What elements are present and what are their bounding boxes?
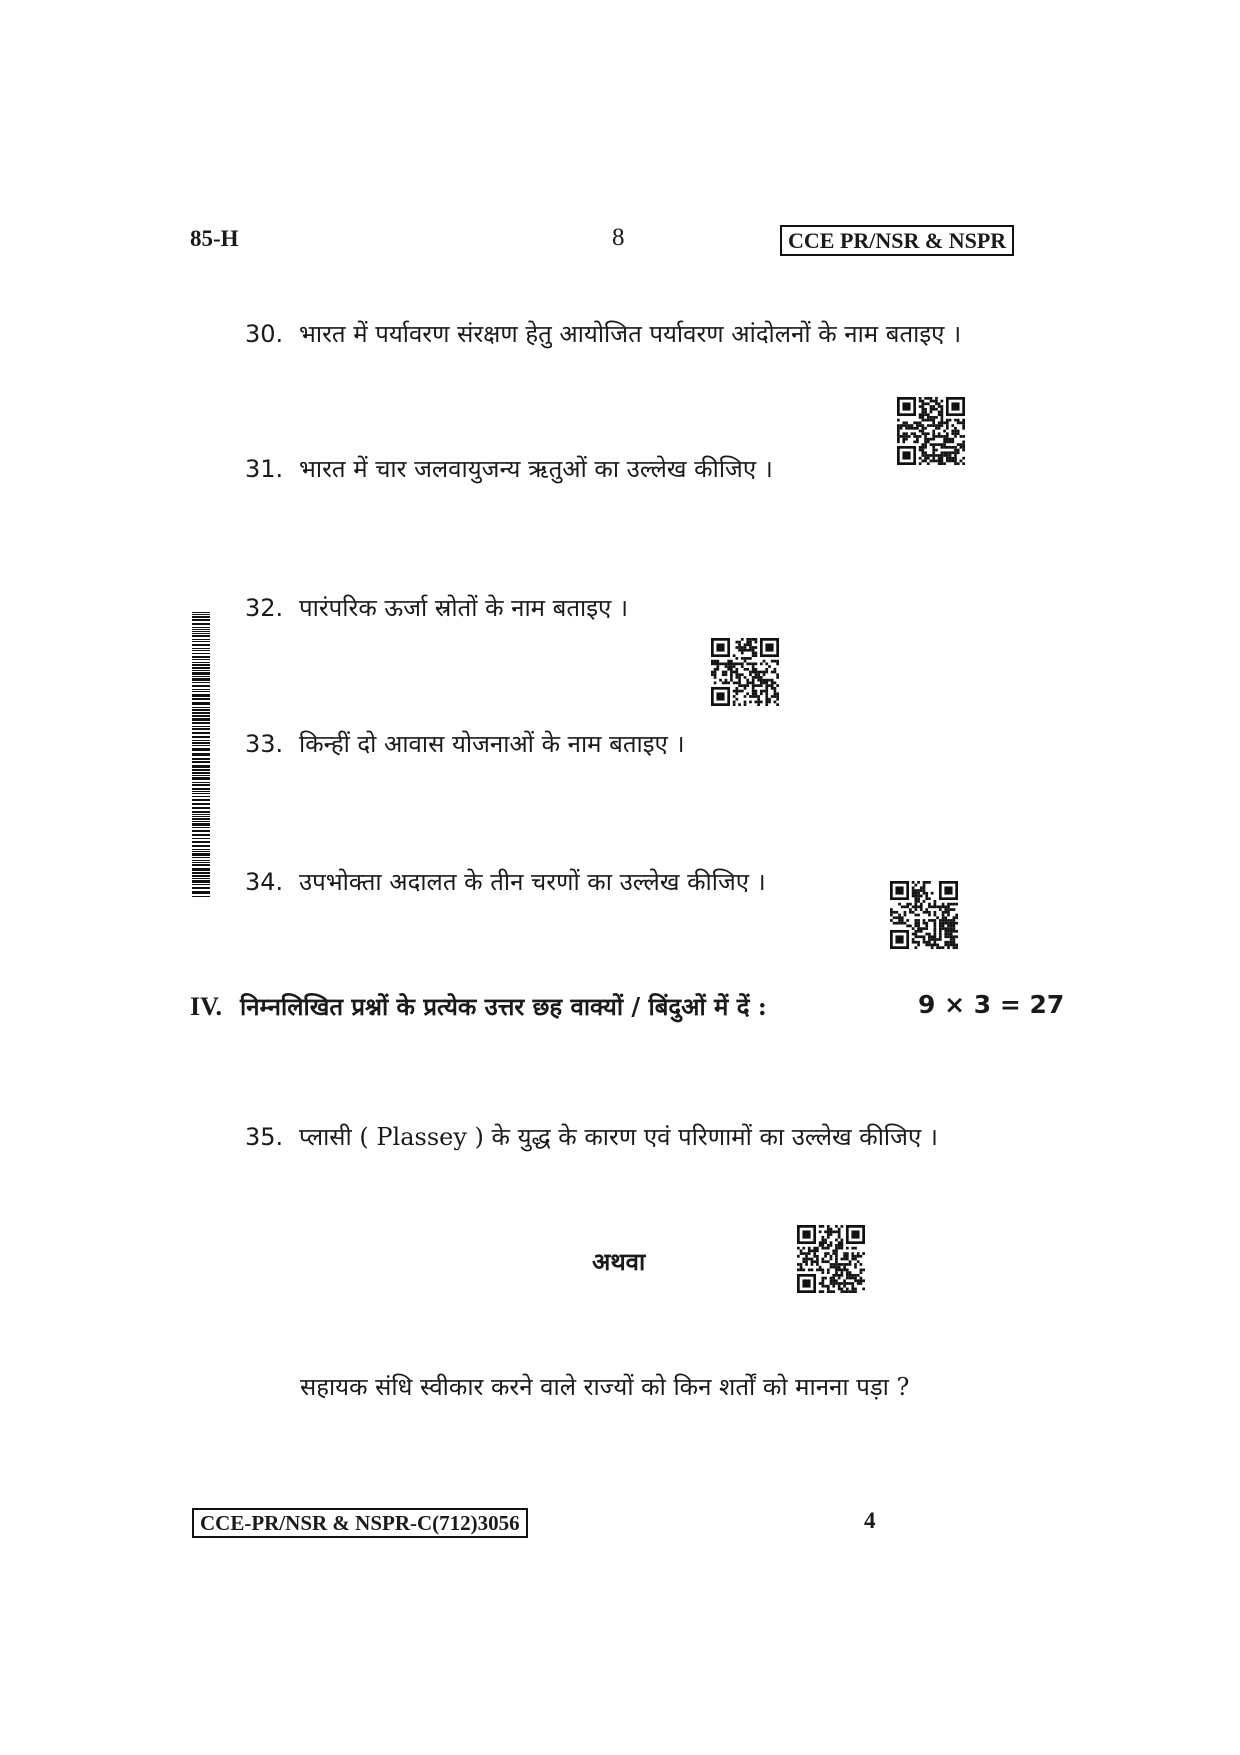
question-number: 35. [245,1123,284,1151]
question-31 [245,453,773,485]
barcode-icon [192,612,210,898]
or-label: अथवा [592,1247,646,1276]
question-text: भारत में चार जलवायुजन्य ऋतुओं का उल्लेख कीजिए । [299,455,773,483]
question-number: 31. [245,455,284,483]
paper-code: 85-H [190,226,239,251]
qr-code-icon [797,1225,865,1293]
footer-code-box: CCE-PR/NSR & NSPR-C(712)3056 [192,1508,528,1538]
exam-code-box: CCE PR/NSR & NSPR [780,225,1014,256]
question-number: 30. [245,320,284,348]
question-number: 32. [245,594,284,622]
section-roman: IV. [190,992,223,1021]
qr-code-icon [890,881,958,949]
question-34 [245,866,766,898]
question-text: पारंपरिक ऊर्जा स्रोतों के नाम बताइए । [299,594,629,622]
question-33 [245,728,685,760]
section-marks: 9 × 3 = 27 [918,990,1065,1019]
question-text: प्लासी ( Plassey ) के युद्ध के कारण एवं परिणामों का उल्लेख कीजिए । [299,1123,938,1151]
page-number: 8 [612,224,625,251]
sheet-number: 4 [864,1508,876,1533]
alternative-question: सहायक संधि स्वीकार करने वाले राज्यों को किन शर्तों को मानना पड़ा ? [300,1373,910,1401]
qr-code-icon [897,397,965,465]
question-35 [245,1121,938,1153]
question-number: 33. [245,730,284,758]
question-number: 34. [245,868,284,896]
section-instruction: निम्नलिखित प्रश्नों के प्रत्येक उत्तर छह वाक्यों / बिंदुओं में दें : [240,992,767,1021]
question-30 [245,318,961,350]
question-text: उपभोक्ता अदालत के तीन चरणों का उल्लेख कीजिए । [299,868,766,896]
section-heading [190,990,767,1023]
question-32 [245,592,628,624]
question-text: किन्हीं दो आवास योजनाओं के नाम बताइए । [299,730,685,758]
qr-code-icon [711,638,779,706]
question-text: भारत में पर्यावरण संरक्षण हेतु आयोजित पर्यावरण आंदोलनों के नाम बताइए । [299,320,962,348]
